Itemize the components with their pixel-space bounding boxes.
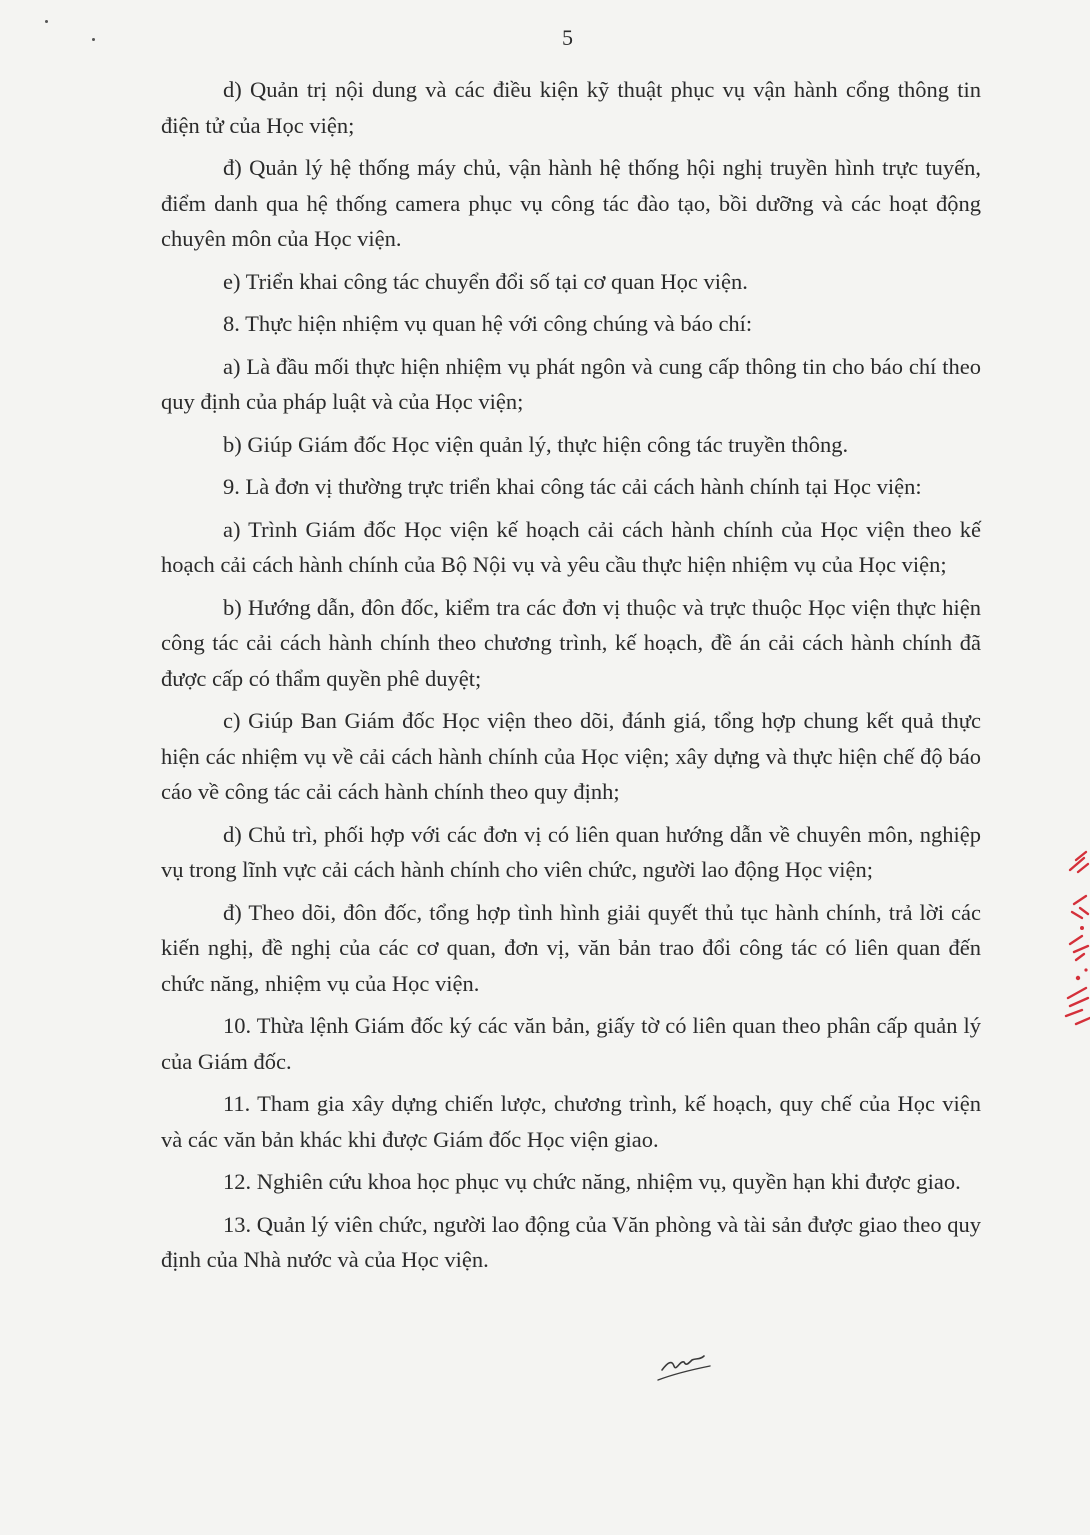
- paragraph: 9. Là đơn vị thường trực triển khai công tác cải cách hành chính tại Học viện:: [223, 474, 922, 499]
- paragraph: 10. Thừa lệnh Giám đốc ký các văn bản, giấy tờ có liên quan theo phân cấp quản lý của Giám đốc.: [161, 1013, 981, 1074]
- paragraph: b) Giúp Giám đốc Học viện quản lý, thực hiện công tác truyền thông.: [223, 431, 849, 457]
- seal-stamp-fragment: [1056, 848, 1090, 1038]
- paragraph: d) Quản trị nội dung và các điều kiện kỹ thuật phục vụ vận hành cổng thông tin điện tử của Học viện;: [161, 77, 981, 138]
- scan-speck: [45, 20, 48, 23]
- paragraph: 8. Thực hiện nhiệm vụ quan hệ với công chúng và báo chí:: [223, 311, 753, 336]
- page-number: 5: [562, 25, 573, 50]
- paragraph: 12. Nghiên cứu khoa học phục vụ chức năng, nhiệm vụ, quyền hạn khi được giao.: [223, 1169, 961, 1194]
- paragraph: đ) Theo dõi, đôn đốc, tổng hợp tình hình giải quyết thủ tục hành chính, trả lời các kiến nghị, đề nghị của các cơ quan, đơn vị, văn bản trao đổi công tác có liên quan đến chức năng, nhiệm vụ của Học viện.: [161, 899, 981, 996]
- paragraph: c) Giúp Ban Giám đốc Học viện theo dõi, đánh giá, tổng hợp chung kết quả thực hiện các nhiệm vụ về cải cách hành chính của Học viện; xây dựng và thực hiện chế độ báo cáo về công tác cải cách hành chính theo quy định;: [161, 708, 981, 804]
- document-body: [161, 72, 981, 1285]
- handwritten-initials: [656, 1348, 716, 1388]
- paragraph: e) Triển khai công tác chuyển đổi số tại cơ quan Học viện.: [223, 268, 748, 294]
- paragraph: 13. Quản lý viên chức, người lao động của Văn phòng và tài sản được giao theo quy định của Nhà nước và của Học viện.: [161, 1211, 981, 1272]
- paragraph: a) Là đầu mối thực hiện nhiệm vụ phát ngôn và cung cấp thông tin cho báo chí theo quy định của pháp luật và của Học viện;: [161, 353, 981, 414]
- paragraph: d) Chủ trì, phối hợp với các đơn vị có liên quan hướng dẫn về chuyên môn, nghiệp vụ trong lĩnh vực cải cách hành chính cho viên chức, người lao động Học viện;: [161, 821, 981, 882]
- paragraph: a) Trình Giám đốc Học viện kế hoạch cải cách hành chính của Học viện theo kế hoạch cải cách hành chính của Bộ Nội vụ và yêu cầu thực hiện nhiệm vụ của Học viện;: [161, 516, 981, 577]
- paragraph: b) Hướng dẫn, đôn đốc, kiểm tra các đơn vị thuộc và trực thuộc Học viện thực hiện công tác cải cách hành chính theo chương trình, kế hoạch, đề án cải cách hành chính đã được cấp có thẩm quyền phê duyệt;: [161, 594, 981, 691]
- paragraph: 11. Tham gia xây dựng chiến lược, chương trình, kế hoạch, quy chế của Học viện và các văn bản khác khi được Giám đốc Học viện giao.: [161, 1091, 981, 1152]
- paragraph: đ) Quản lý hệ thống máy chủ, vận hành hệ thống hội nghị truyền hình trực tuyến, điểm danh qua hệ thống camera phục vụ công tác đào tạo, bồi dưỡng và các hoạt động chuyên môn của Học viện.: [161, 155, 981, 251]
